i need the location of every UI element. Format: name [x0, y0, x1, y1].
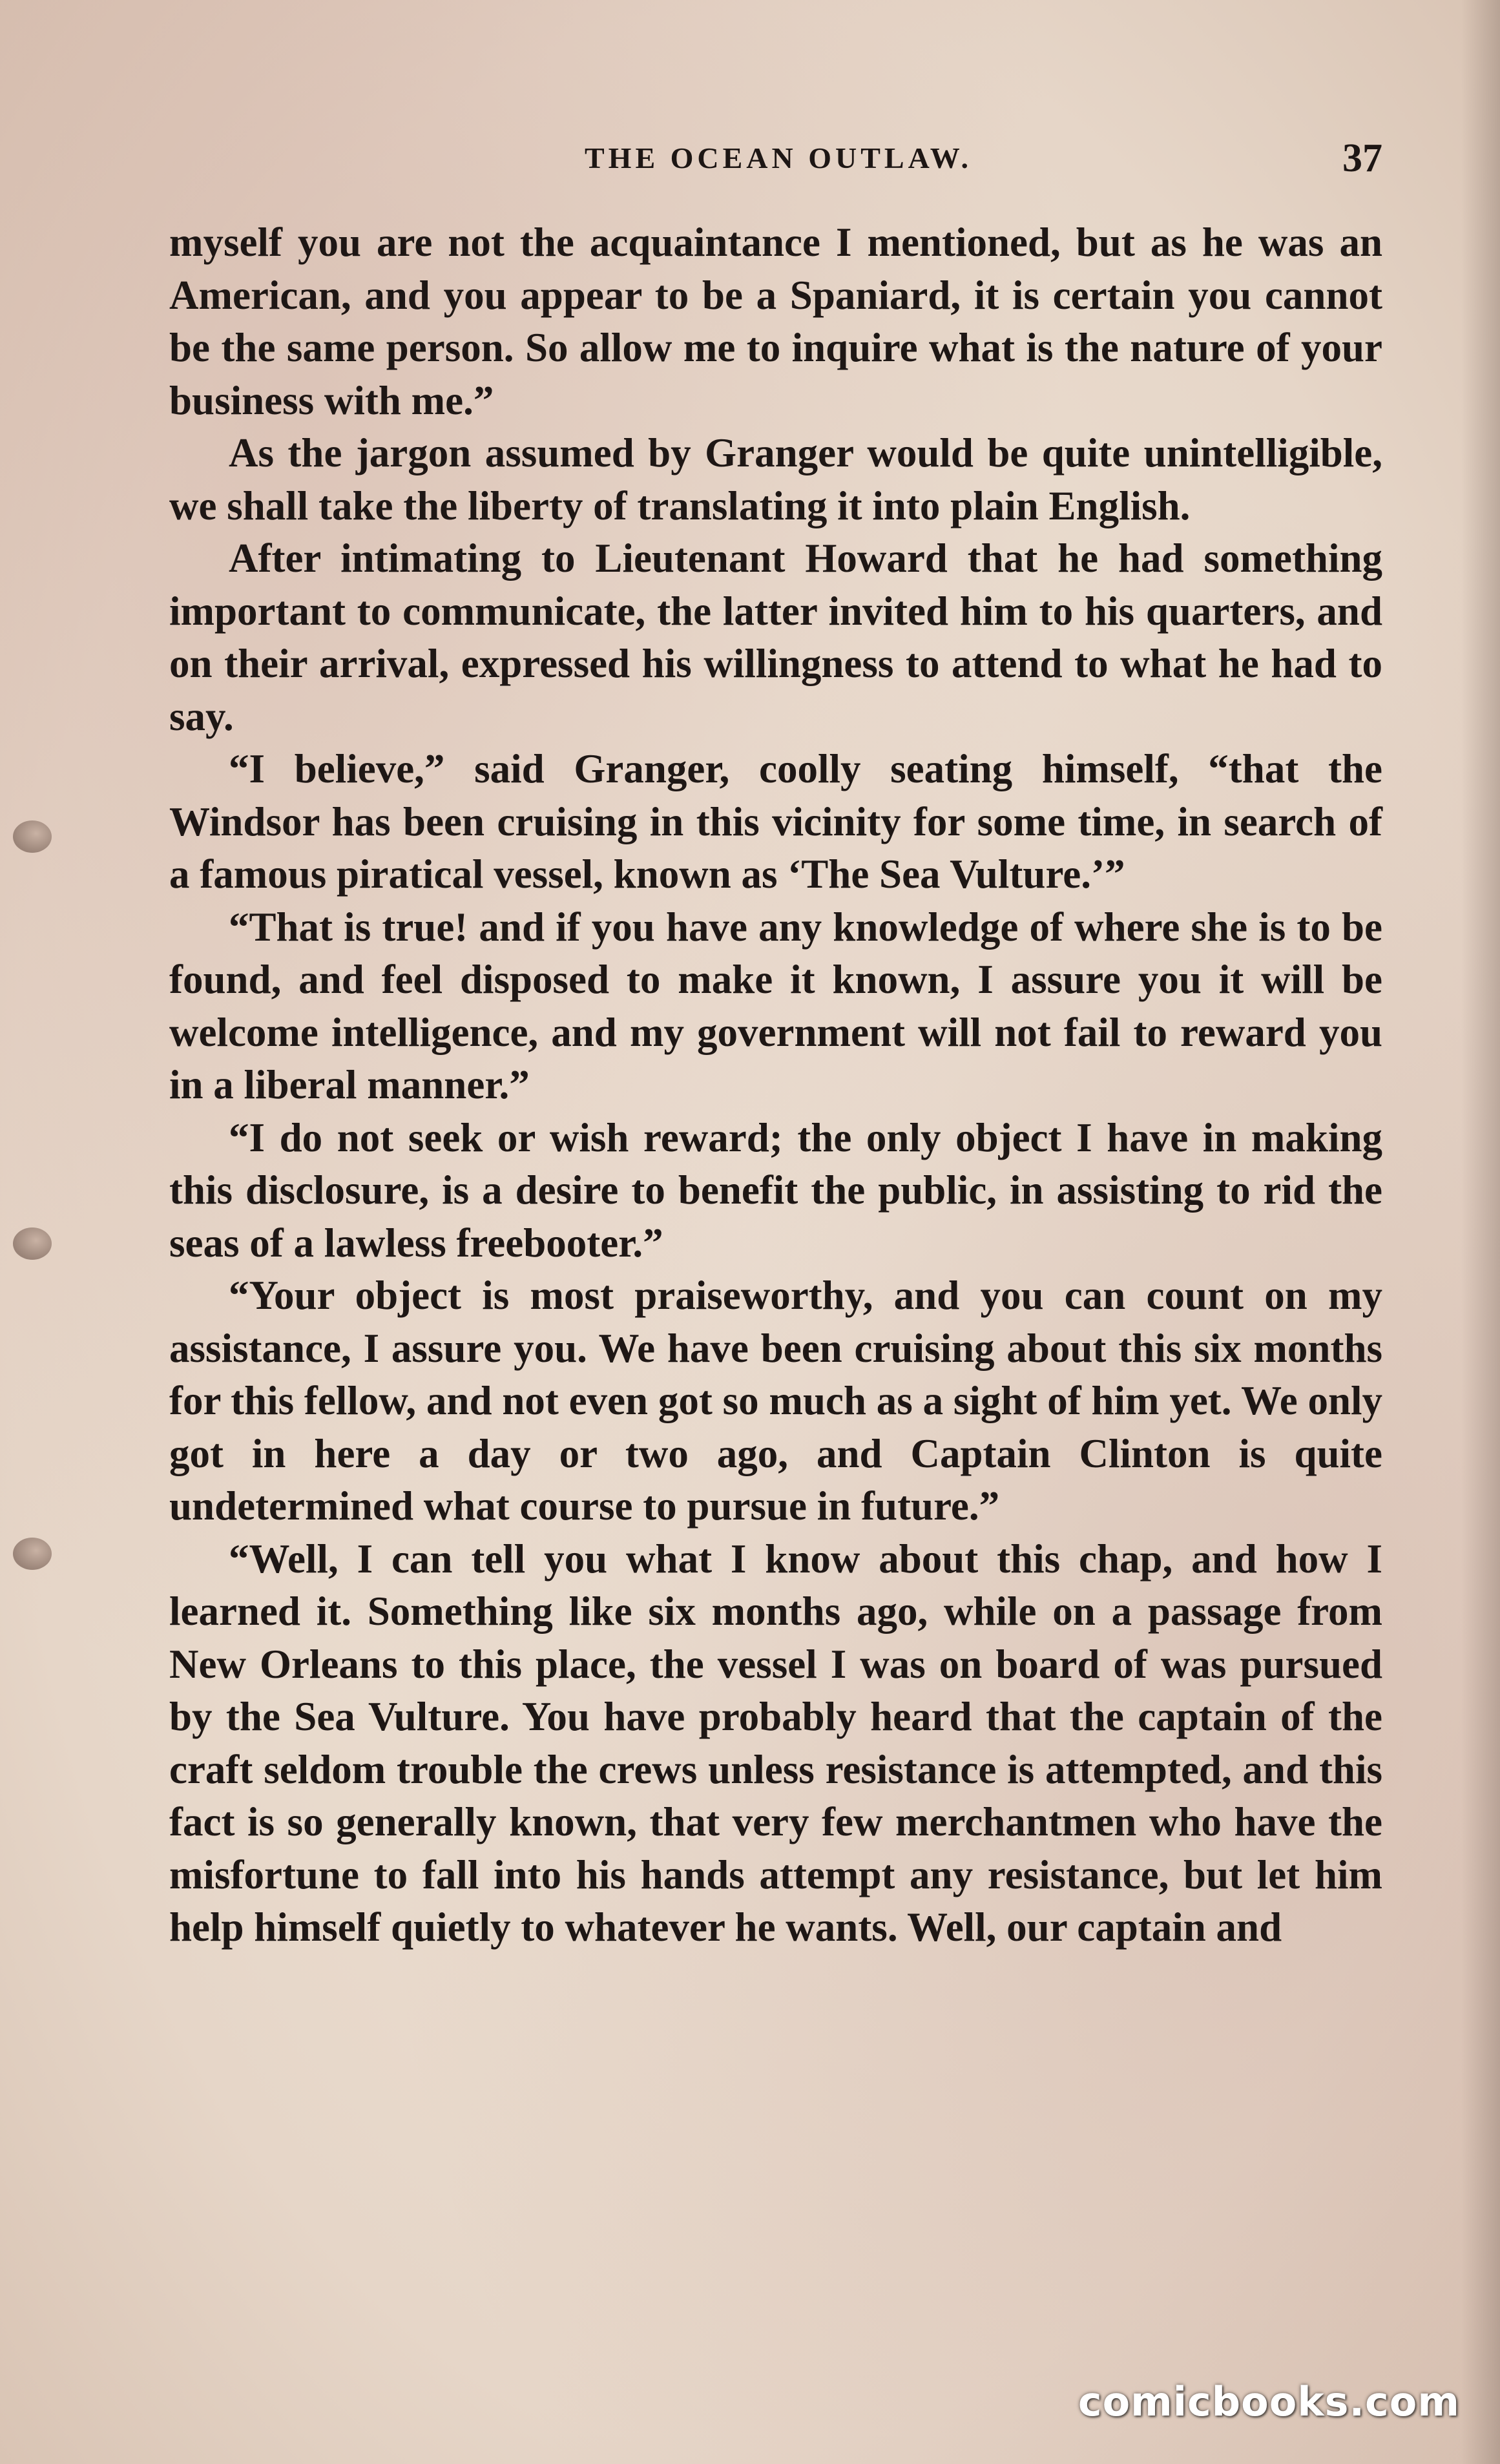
paragraph: As the jargon assumed by Granger would be quite unintelligible, we shall take the liberty of translating it into plain English.	[169, 430, 1382, 528]
watermark: comicbooks.com	[1078, 2378, 1460, 2425]
page-number: 37	[1342, 136, 1382, 180]
page-edge-shadow	[1461, 0, 1500, 2464]
paragraph: “I do not seek or wish reward; the only object I have in making this disclosure, is a desire to benefit the public, in assisting to rid the seas of a lawless freebooter.”	[169, 1114, 1382, 1266]
paragraph: “Your object is most praiseworthy, and you can count on my assistance, I assure you. We have been cruising about this six months for this fellow, and not even got so much as a sight of him yet. We only got in here a day or two ago, and Captain Clinton is quite undetermined what course to pursue in future.”	[169, 1273, 1382, 1529]
paragraph: “Well, I can tell you what I know about this chap, and how I learned it. Something like six months ago, while on a passage from New Orleans to this place, the vessel I was on board of was pursued by the Sea Vulture. You have probably heard that the captain of the craft seldom trouble the crews unless resistance is attempted, and this fact is so generally known, that very few merchantmen who have the misfortune to fall into his hands attempt any resistance, but let him help himself quietly to whatever he wants. Well, our captain and	[169, 1536, 1382, 1950]
paragraph: myself you are not the acquaintance I mentioned, but as he was an American, and you appear to be a Spaniard, it is certain you cannot be the same person. So allow me to inquire what is the nature of your business with me.”	[169, 220, 1382, 423]
binding-hole	[13, 820, 52, 853]
binding-hole	[13, 1227, 52, 1260]
paragraph: “That is true! and if you have any knowledge of where she is to be found, and feel disposed to make it known, I assure you it will be welcome intelligence, and my government will not fail to reward you in a liberal manner.”	[169, 904, 1382, 1107]
running-head	[174, 136, 1382, 186]
paragraph: “I believe,” said Granger, coolly seating himself, “that the Windsor has been cruising in this vicinity for some time, in search of a famous piratical vessel, known as ‘The Sea Vulture.’”	[169, 746, 1382, 897]
body-text	[169, 216, 1382, 1954]
running-head-title: THE OCEAN OUTLAW.	[584, 141, 973, 174]
binding-hole	[13, 1538, 52, 1570]
paragraph: After intimating to Lieutenant Howard that he had something important to communicate, the latter invited him to his quarters, and on their arrival, expressed his willingness to attend to what he had to say.	[169, 536, 1382, 739]
